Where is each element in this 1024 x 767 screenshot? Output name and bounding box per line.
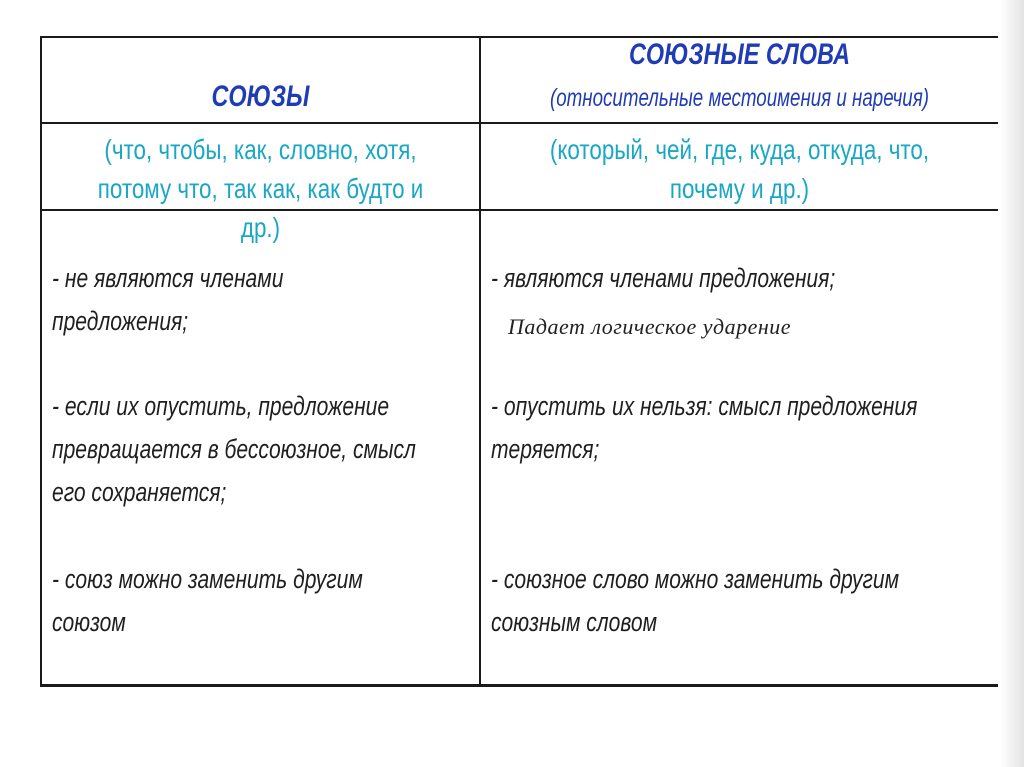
table-header-divider: [40, 122, 998, 124]
table-left-border: [40, 36, 42, 687]
right-item-replace-word: [491, 558, 899, 644]
text-line: союзным словом: [491, 607, 658, 637]
left-item-omit-sentence: [52, 385, 416, 514]
header-conjunctions: СОЮЗЫ: [211, 80, 310, 113]
text-line: его сохраняется;: [52, 477, 227, 507]
text-line: - союз можно заменить другим: [52, 564, 363, 594]
text-line: - союзное слово можно заменить другим: [491, 564, 900, 594]
text-line: - являются членами предложения;: [491, 263, 836, 293]
text-line: превращается в бессоюзное, смысл: [52, 434, 416, 464]
examples-conjunctive-words-line: (который, чей, где, куда, откуда, что,: [549, 134, 930, 165]
left-item-replace-conjunction: [52, 558, 363, 644]
left-item-not-members: [52, 257, 283, 343]
header-conjunctive-words-subtitle: (относительные местоимения и наречия): [549, 84, 929, 112]
examples-conjunctive-words-line: почему и др.): [669, 173, 810, 204]
examples-conjunctions: [86, 130, 436, 247]
right-edge-shadow: [1000, 0, 1024, 767]
right-note-logical-stress: Падает логическое ударение: [508, 314, 792, 339]
text-line: теряется;: [491, 434, 600, 464]
text-line: - не являются членами: [52, 263, 284, 293]
table-bottom-border: [40, 684, 998, 687]
text-line: предложения;: [52, 306, 189, 336]
table-column-divider: [479, 36, 481, 687]
text-line: - если их опустить, предложение: [52, 391, 390, 421]
right-item-cannot-omit: [491, 385, 917, 471]
examples-conjunctions-line: (что, чтобы, как, словно, хотя,: [104, 134, 417, 165]
header-conjunctive-words: СОЮЗНЫЕ СЛОВА: [628, 38, 851, 71]
examples-conjunctive-words: [533, 130, 947, 208]
examples-conjunctions-line: потому что, так как, как будто и др.): [97, 173, 424, 243]
right-item-are-members: [491, 257, 835, 300]
text-line: - опустить их нельзя: смысл предложения: [491, 391, 918, 421]
text-line: союзом: [52, 607, 126, 637]
